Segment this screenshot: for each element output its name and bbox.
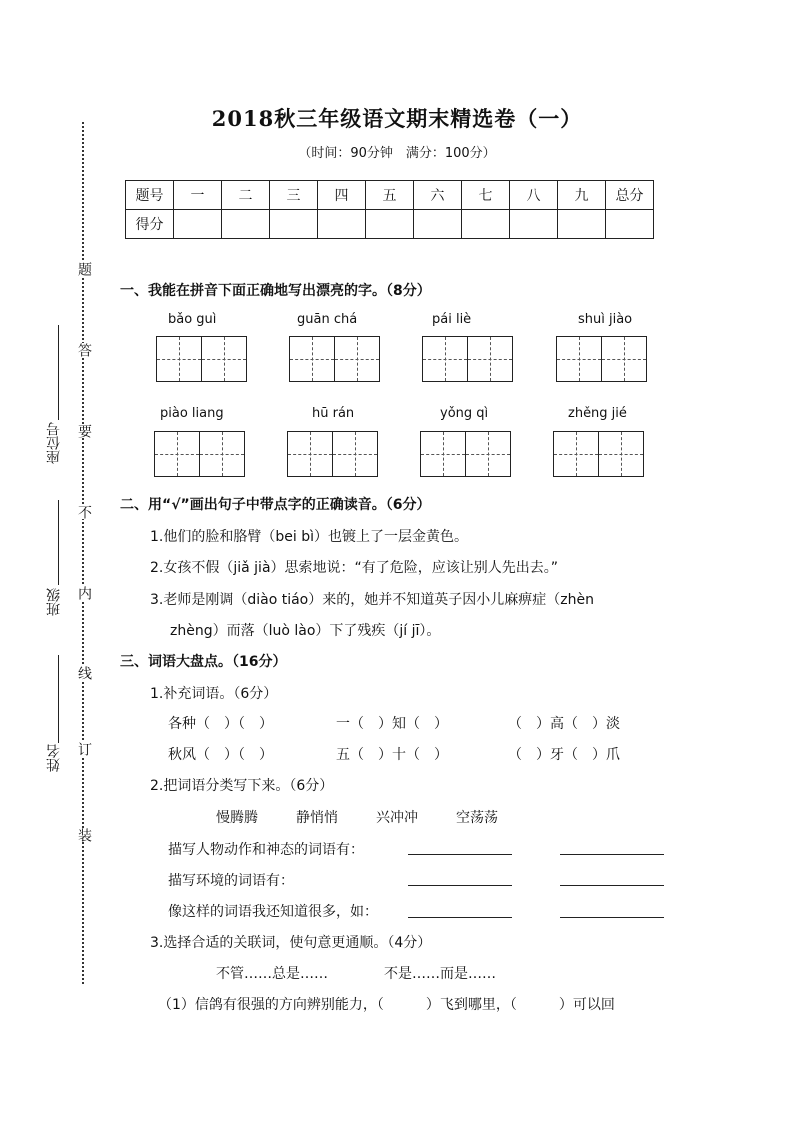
score-header-cell: 七	[462, 181, 510, 210]
score-cell	[606, 210, 654, 239]
fill-blank-item[interactable]: 各种（ ）（ ）	[168, 716, 273, 732]
pinyin-label: pái liè	[432, 312, 472, 327]
word-item: 兴冲冲	[376, 810, 418, 826]
writing-grid[interactable]	[156, 336, 247, 382]
score-header-cell: 九	[558, 181, 606, 210]
answer-blank[interactable]	[408, 884, 512, 886]
table-row	[126, 181, 654, 210]
question-sentence: （1）信鸽有很强的方向辨别能力，（ ）飞到哪里，（ ）可以回	[158, 997, 615, 1013]
answer-blank[interactable]	[560, 853, 664, 855]
binding-char: 要	[76, 424, 92, 438]
writing-grid[interactable]	[553, 431, 644, 477]
pinyin-label: hū rán	[312, 406, 355, 421]
score-cell	[318, 210, 366, 239]
page-title: 2018秋三年级语文期末精选卷（一）	[211, 106, 583, 131]
binding-char: 答	[76, 343, 92, 357]
seat-number-label: 座位号	[46, 422, 62, 464]
conjunction-option: 不是……而是……	[384, 966, 496, 982]
score-table	[125, 180, 654, 239]
question-line: 3.老师是刚调（diào tiáo）来的，她并不知道英子因小儿麻痹症（zhèn	[150, 592, 594, 608]
pinyin-label: zhěng jié	[568, 406, 627, 421]
section-2-heading: 二、用“√”画出句子中带点字的正确读音。（6分）	[120, 497, 431, 513]
score-cell	[558, 210, 606, 239]
category-label: 像这样的词语我还知道很多，如：	[168, 904, 378, 920]
score-header-cell: 一	[174, 181, 222, 210]
fill-blank-item[interactable]: 秋风（ ）（ ）	[168, 747, 273, 763]
table-row	[126, 210, 654, 239]
writing-grid[interactable]	[154, 431, 245, 477]
score-cell	[462, 210, 510, 239]
question-line: 2.女孩不假（jiǎ jià）思索地说：“有了危险，应该让别人先出去。”	[150, 560, 559, 576]
binding-char: 不	[76, 505, 92, 519]
name-label: 姓名	[46, 744, 62, 772]
question-3-title: 3.选择合适的关联词，使句意更通顺。（4分）	[150, 935, 432, 951]
answer-blank[interactable]	[560, 884, 664, 886]
binding-char: 线	[76, 666, 92, 680]
question-2-title: 2.把词语分类写下来。（6分）	[150, 778, 334, 794]
answer-blank[interactable]	[408, 916, 512, 918]
binding-dotted-line	[82, 122, 84, 984]
name-line	[58, 655, 59, 743]
score-cell	[174, 210, 222, 239]
fill-blank-item[interactable]: 五（ ）十（ ）	[336, 747, 448, 763]
word-item: 空荡荡	[456, 810, 498, 826]
question-line: zhèng）而落（luò lào）下了残疾（jí jī）。	[170, 623, 441, 639]
score-cell	[222, 210, 270, 239]
pinyin-label: guān chá	[297, 312, 358, 327]
pinyin-label: yǒng qì	[440, 406, 489, 421]
answer-blank[interactable]	[560, 916, 664, 918]
score-cell	[366, 210, 414, 239]
score-cell	[510, 210, 558, 239]
binding-char: 题	[76, 262, 92, 276]
binding-char: 装	[76, 828, 92, 842]
question-line: 1.他们的脸和胳臂（bei bì）也镀上了一层金黄色。	[150, 529, 468, 545]
class-line	[58, 500, 59, 585]
section-1-heading: 一、我能在拼音下面正确地写出漂亮的字。（8分）	[120, 283, 431, 299]
conjunction-option: 不管……总是……	[216, 966, 328, 982]
writing-grid[interactable]	[556, 336, 647, 382]
seat-number-line	[58, 325, 59, 420]
score-cell	[270, 210, 318, 239]
score-row-label: 得分	[126, 210, 174, 239]
category-label: 描写人物动作和神态的词语有：	[168, 842, 364, 858]
score-header-cell: 三	[270, 181, 318, 210]
answer-blank[interactable]	[408, 853, 512, 855]
score-header-cell: 四	[318, 181, 366, 210]
fill-blank-item[interactable]: （ ）高（ ）淡	[508, 716, 620, 732]
score-header-cell: 六	[414, 181, 462, 210]
writing-grid[interactable]	[287, 431, 378, 477]
writing-grid[interactable]	[420, 431, 511, 477]
score-cell	[414, 210, 462, 239]
pinyin-label: shuì jiào	[578, 312, 633, 327]
section-3-heading: 三、词语大盘点。（16分）	[120, 654, 287, 670]
writing-grid[interactable]	[289, 336, 380, 382]
score-header-cell: 五	[366, 181, 414, 210]
score-header-cell: 总分	[606, 181, 654, 210]
score-header-cell: 二	[222, 181, 270, 210]
pinyin-label: piào liang	[160, 406, 224, 421]
question-1-title: 1.补充词语。（6分）	[150, 686, 278, 702]
binding-char: 订	[76, 742, 92, 756]
word-item: 静悄悄	[296, 810, 338, 826]
fill-blank-item[interactable]: 一（ ）知（ ）	[336, 716, 448, 732]
fill-blank-item[interactable]: （ ）牙（ ）爪	[508, 747, 620, 763]
exam-time-score: （时间：90分钟 满分：100分）	[298, 146, 496, 161]
word-item: 慢腾腾	[216, 810, 258, 826]
writing-grid[interactable]	[422, 336, 513, 382]
class-label: 班级	[46, 588, 62, 616]
score-header-cell: 题号	[126, 181, 174, 210]
score-header-cell: 八	[510, 181, 558, 210]
category-label: 描写环境的词语有：	[168, 873, 294, 889]
binding-char: 内	[76, 586, 92, 600]
pinyin-label: bǎo guì	[168, 312, 217, 327]
